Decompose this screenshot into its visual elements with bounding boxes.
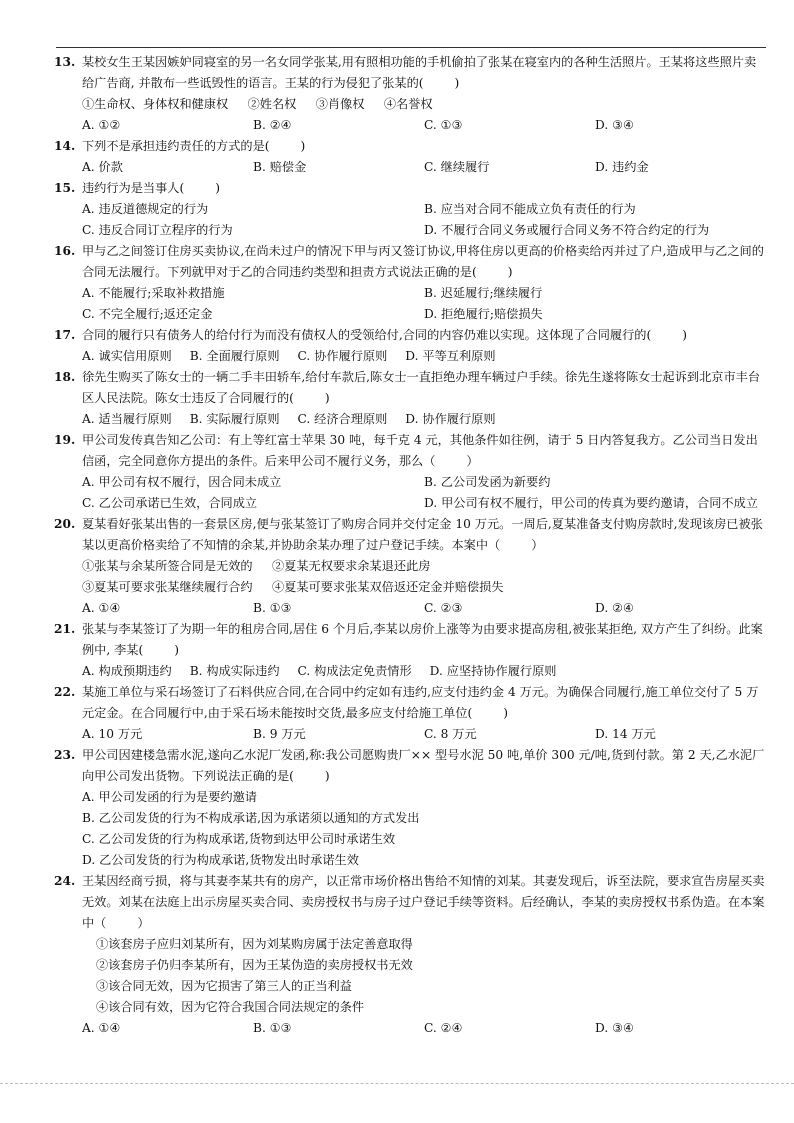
answer-options — [82, 598, 766, 619]
question-22 — [54, 682, 766, 745]
answer-option: C. 经济合理原则 — [297, 412, 388, 426]
answer-option: B. 赔偿金 — [253, 160, 307, 174]
question-stem: 甲公司发传真告知乙公司：有上等红富士苹果 30 吨，每千克 4 元，其他条件如往例，请于 5 日内答复我方。乙公司当日发出信函，完全同意你方提出的条件。后来甲公司不履行义务，那么（ ） — [82, 433, 758, 468]
question-number: 18. — [54, 370, 76, 384]
answer-options — [82, 472, 766, 514]
answer-option: C. 乙公司发货的行为构成承诺,货物到达甲公司时承诺生效 — [82, 832, 396, 846]
question-17 — [54, 325, 766, 367]
question-stem: 张某与李某签订了为期一年的租房合同,居住 6 个月后,李某以房价上涨等为由要求提高房租,被张某拒绝, 双方产生了纠纷。此案例中, 李某( ) — [82, 622, 763, 657]
question-stem: 合同的履行只有债务人的给付行为而没有债权人的受领给付,合同的内容仍难以实现。这体现了合同履行的( ) — [82, 328, 688, 342]
statement-line: ①生命权、身体权和健康权 ②姓名权 ③肖像权 ④名誉权 — [82, 97, 433, 111]
question-stem: 违约行为是当事人( ) — [82, 181, 221, 195]
answer-option: D. 甲公司有权不履行，甲公司的传真为要约邀请，合同不成立 — [424, 496, 758, 510]
answer-option: C. 违反合同订立程序的行为 — [82, 223, 233, 237]
question-number: 15. — [54, 181, 76, 195]
answer-option: B. 9 万元 — [253, 727, 306, 741]
answer-option: B. 构成实际违约 — [189, 664, 280, 678]
statement-line: ④该合同有效，因为它符合我国合同法规定的条件 — [96, 1000, 365, 1014]
answer-option: D. ③④ — [595, 1021, 634, 1035]
answer-options — [82, 1018, 766, 1039]
answer-option: A. ①② — [82, 118, 121, 132]
answer-option: C. ①③ — [424, 118, 463, 132]
answer-options — [82, 661, 766, 682]
question-number: 23. — [54, 748, 76, 762]
answer-option: B. 实际履行原则 — [189, 412, 280, 426]
answer-option: D. 协作履行原则 — [405, 412, 496, 426]
answer-option: B. ①③ — [253, 601, 292, 615]
question-15 — [54, 178, 766, 241]
answer-option: D. ②④ — [595, 601, 634, 615]
question-20 — [54, 514, 766, 619]
statement-line: ①该套房子应归刘某所有，因为刘某购房属于法定善意取得 — [96, 937, 413, 951]
answer-options — [82, 115, 766, 136]
answer-option: D. 乙公司发货的行为构成承诺,货物发出时承诺生效 — [82, 853, 359, 867]
question-number: 22. — [54, 685, 76, 699]
question-stem: 某校女生王某因嫉妒同寝室的另一名女同学张某,用有照相功能的手机偷拍了张某在寝室内的各种生活照片。王某将这些照片卖给广告商, 并散布一些诋毁性的语言。王某的行为侵犯了张某的( ) — [82, 55, 757, 90]
question-13 — [54, 52, 766, 136]
statement-line: ③夏某可要求张某继续履行合约 ④夏某可要求张某双倍返还定金并赔偿损失 — [82, 580, 504, 594]
answer-option: A. ①④ — [82, 1021, 121, 1035]
question-number: 14. — [54, 139, 76, 153]
answer-option: A. 构成预期违约 — [82, 664, 172, 678]
answer-option: A. ①④ — [82, 601, 121, 615]
answer-option: D. 应坚持协作履行原则 — [429, 664, 557, 678]
statement-line: ②该套房子仍归李某所有，因为王某伪造的卖房授权书无效 — [96, 958, 413, 972]
statement-line: ③该合同无效，因为它损害了第三人的正当利益 — [96, 979, 352, 993]
answer-option: B. 乙公司发函为新要约 — [424, 475, 551, 489]
question-stem: 甲与乙之间签订住房买卖协议,在尚未过户的情况下甲与丙又签订协议,甲将住房以更高的价格卖给丙并过了户,造成甲与乙之间的合同无法履行。下列就甲对于乙的合同违约类型和担责方式说法正确的是( ) — [82, 244, 764, 279]
header-rule — [56, 47, 766, 48]
answer-option: C. 协作履行原则 — [297, 349, 388, 363]
answer-option: C. ②③ — [424, 601, 463, 615]
answer-option: A. 甲公司有权不履行，因合同未成立 — [82, 475, 282, 489]
question-number: 13. — [54, 55, 76, 69]
question-23 — [54, 745, 766, 871]
answer-option: B. 应当对合同不能成立负有责任的行为 — [424, 202, 636, 216]
answer-option: D. 拒绝履行;赔偿损失 — [424, 307, 543, 321]
answer-option: C. 乙公司承诺已生效，合同成立 — [82, 496, 258, 510]
question-list — [54, 52, 766, 1039]
answer-option: A. 不能履行;采取补救措施 — [82, 286, 225, 300]
answer-options — [82, 724, 766, 745]
page-break-rule — [0, 1083, 794, 1084]
question-19 — [54, 430, 766, 514]
answer-option: D. ③④ — [595, 118, 634, 132]
answer-option: D. 不履行合同义务或履行合同义务不符合约定的行为 — [424, 223, 710, 237]
question-14 — [54, 136, 766, 178]
question-stem: 下列不是承担违约责任的方式的是( ) — [82, 139, 306, 153]
question-number: 16. — [54, 244, 76, 258]
answer-options — [82, 199, 766, 241]
question-number: 24. — [54, 874, 76, 888]
answer-option: D. 违约金 — [595, 160, 649, 174]
question-number: 20. — [54, 517, 76, 531]
answer-option: A. 违反道德规定的行为 — [82, 202, 209, 216]
answer-option: A. 价款 — [82, 160, 123, 174]
question-number: 17. — [54, 328, 76, 342]
answer-option: A. 10 万元 — [82, 727, 143, 741]
question-stem: 甲公司因建楼急需水泥,遂向乙水泥厂发函,称:我公司愿购贵厂×× 型号水泥 50 吨,单价 300 元/吨,货到付款。第 2 天,乙水泥厂向甲公司发出货物。下列说法正确的是( ) — [82, 748, 765, 783]
answer-option: A. 甲公司发函的行为是要约邀请 — [82, 790, 257, 804]
answer-option: C. 8 万元 — [424, 727, 477, 741]
answer-options — [82, 157, 766, 178]
answer-option: A. 适当履行原则 — [82, 412, 172, 426]
question-number: 21. — [54, 622, 76, 636]
statement-line: ①张某与余某所签合同是无效的 ②夏某无权要求余某退还此房 — [82, 559, 431, 573]
answer-options — [82, 283, 766, 325]
answer-option: B. 迟延履行;继续履行 — [424, 286, 543, 300]
question-18 — [54, 367, 766, 430]
answer-option: B. 乙公司发货的行为不构成承诺,因为承诺须以通知的方式发出 — [82, 811, 420, 825]
question-stem: 某施工单位与采石场签订了石料供应合同,在合同中约定如有违约,应支付违约金 4 万元。为确保合同履行,施工单位交付了 5 万元定金。在合同履行中,由于采石场未能按时交货,最多应支付给施工单位( ) — [82, 685, 759, 720]
question-21 — [54, 619, 766, 682]
question-16 — [54, 241, 766, 325]
question-24 — [54, 871, 766, 1039]
answer-option: C. ②④ — [424, 1021, 463, 1035]
question-stem: 夏某看好张某出售的一套景区房,便与张某签订了购房合同并交付定金 10 万元。一周后,夏某准备支付购房款时,发现该房已被张某以更高价格卖给了不知情的余某,并协助余某办理了过户登记手续。本案中（ ） — [82, 517, 763, 552]
answer-option: D. 平等互利原则 — [405, 349, 496, 363]
answer-option: B. 全面履行原则 — [189, 349, 280, 363]
answer-option: A. 诚实信用原则 — [82, 349, 172, 363]
question-number: 19. — [54, 433, 76, 447]
answer-option: B. ①③ — [253, 1021, 292, 1035]
answer-option: D. 14 万元 — [595, 727, 656, 741]
answer-option: C. 不完全履行;返还定金 — [82, 307, 213, 321]
answer-options — [82, 787, 766, 871]
answer-option: B. ②④ — [253, 118, 292, 132]
answer-option: C. 继续履行 — [424, 160, 490, 174]
question-stem: 徐先生购买了陈女士的一辆二手丰田轿车,给付车款后,陈女士一直拒绝办理车辆过户手续。徐先生遂将陈女士起诉到北京市丰台区人民法院。陈女士违反了合同履行的( ) — [82, 370, 761, 405]
answer-options — [82, 346, 766, 367]
answer-option: C. 构成法定免责情形 — [297, 664, 412, 678]
answer-options — [82, 409, 766, 430]
question-stem: 王某因经商亏损，将与其妻李某共有的房产，以正常市场价格出售给不知情的刘某。其妻发现后，诉至法院，要求宣告房屋买卖无效。刘某在法庭上出示房屋买卖合同、卖房授权书与房子过户登记手续等资料。后经确认，李某的卖房授权书系伪造。在本案中（ ） — [82, 874, 765, 930]
